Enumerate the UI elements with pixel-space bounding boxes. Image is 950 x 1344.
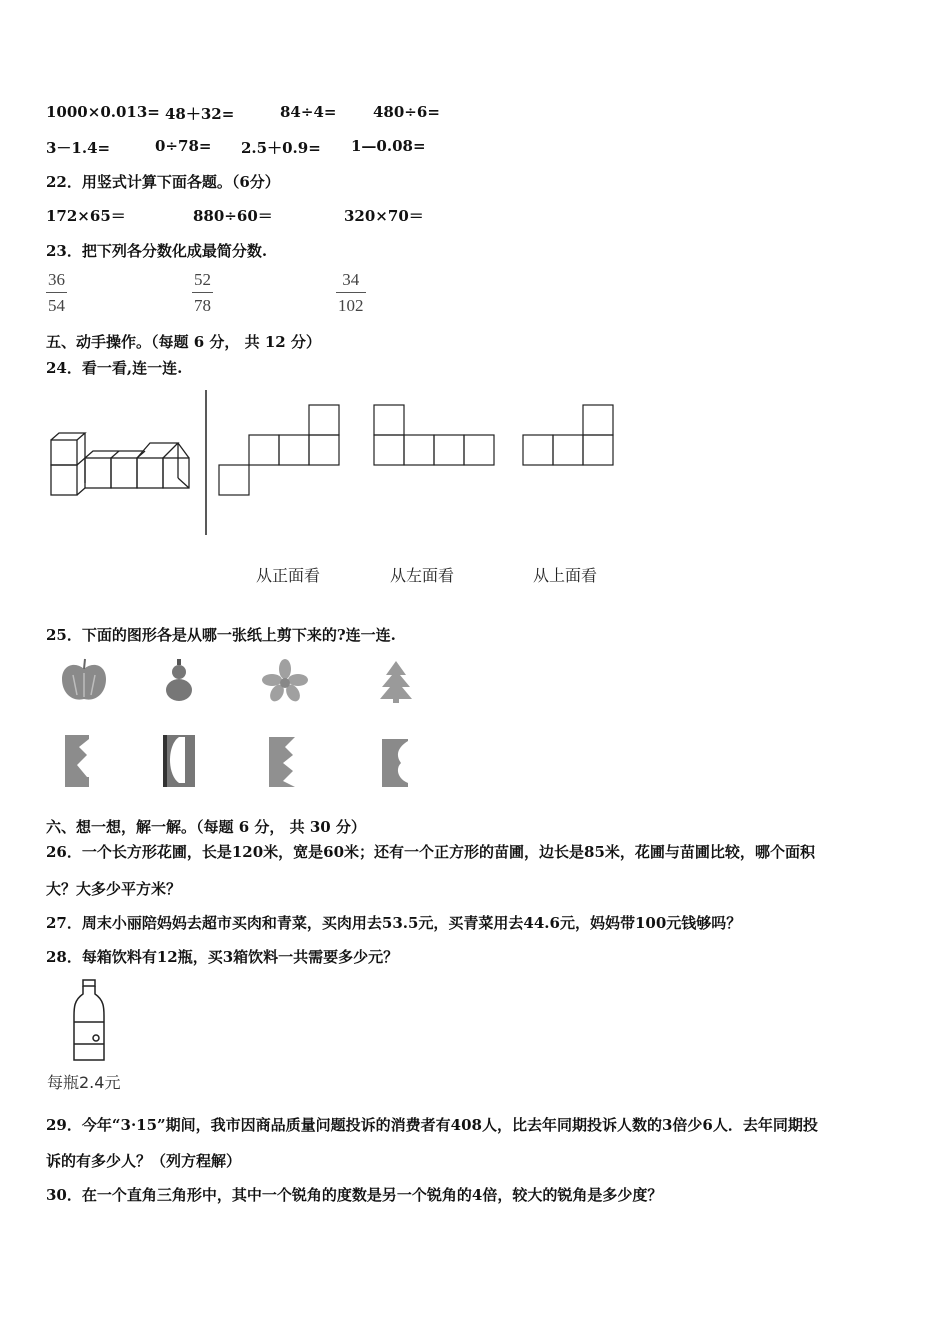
q29-line2: 诉的有多少人？（列方程解）: [46, 1152, 242, 1170]
fraction-1: [46, 270, 67, 316]
view-shape-2: [374, 405, 494, 465]
section-5-title: 五、动手操作。（每题 6 分， 共 12 分）: [46, 333, 321, 351]
price-label: 每瓶2.4元: [47, 1073, 121, 1092]
caption-front-view: 从正面看: [256, 566, 321, 585]
fraction-1-denominator: 54: [48, 296, 65, 315]
oral-calc-3: 84÷4=: [280, 103, 337, 121]
flower-icon: [262, 659, 308, 704]
oral-calc-2: 48＋32=: [165, 105, 235, 123]
gourd-icon: [166, 659, 192, 701]
tree-icon: [380, 661, 412, 703]
vertical-calc-2: 880÷60＝: [193, 207, 273, 225]
q27-text: 27．周末小丽陪妈妈去超市买肉和青菜，买肉用去53.5元，买青菜用去44.6元，妈妈带100元钱够吗？: [46, 914, 742, 932]
paper-piece-3: [269, 737, 295, 787]
section-6-title: 六、想一想，解一解。（每题 6 分， 共 30 分）: [46, 818, 366, 836]
paper-cut-figure: [55, 655, 435, 795]
cube-stack-3d: [51, 433, 189, 495]
view-shape-1: [219, 405, 339, 495]
q25-title: 25．下面的图形各是从哪一张纸上剪下来的?连一连.: [46, 626, 396, 644]
q24-title: 24．看一看,连一连.: [46, 359, 183, 377]
paper-piece-4: [382, 739, 408, 787]
oral-calc-1: 1000×0.013=: [46, 103, 160, 121]
oral-calc-8: 1—0.08=: [351, 137, 426, 155]
fraction-1-numerator: 36: [48, 270, 65, 289]
oral-calc-6: 0÷78=: [155, 137, 212, 155]
q23-title: 23．把下列各分数化成最简分数.: [46, 242, 268, 260]
fraction-3-numerator: 34: [342, 270, 360, 289]
apple-icon: [62, 659, 106, 700]
paper-piece-1: [65, 735, 89, 787]
q26-line1: 26．一个长方形花圃，长是120米，宽是60米；还有一个正方形的苗圃，边长是85米，花圃与苗圃比较，哪个面积: [46, 843, 815, 861]
vertical-calc-3: 320×70＝: [344, 207, 424, 225]
q22-title: 22．用竖式计算下面各题。（6分）: [46, 173, 280, 191]
q26-line2: 大？大多少平方米？: [46, 880, 182, 898]
fraction-2-denominator: 78: [194, 296, 211, 315]
paper-piece-2: [163, 735, 195, 787]
vertical-calc-1: 172×65＝: [46, 207, 126, 225]
oral-calc-5: 3－1.4=: [46, 139, 111, 157]
fraction-2: [192, 270, 213, 316]
oral-calc-4: 480÷6=: [373, 103, 440, 121]
bottle-icon: [66, 978, 116, 1068]
caption-top-view: 从上面看: [533, 566, 598, 585]
oral-calc-7: 2.5＋0.9=: [241, 139, 321, 157]
view-shape-3: [523, 405, 613, 465]
fraction-3: [336, 270, 366, 316]
caption-left-view: 从左面看: [390, 566, 455, 585]
q29-line1: 29．今年“3·15”期间，我市因商品质量问题投诉的消费者有408人，比去年同期投诉人数的3倍少6人．去年同期投: [46, 1116, 818, 1134]
fraction-2-numerator: 52: [194, 270, 211, 289]
fraction-3-denominator: 102: [338, 296, 364, 315]
cube-views-figure: [40, 385, 630, 545]
q28-text: 28．每箱饮料有12瓶，买3箱饮料一共需要多少元？: [46, 948, 399, 966]
q30-text: 30．在一个直角三角形中，其中一个锐角的度数是另一个锐角的4倍，较大的锐角是多少度？: [46, 1186, 663, 1204]
